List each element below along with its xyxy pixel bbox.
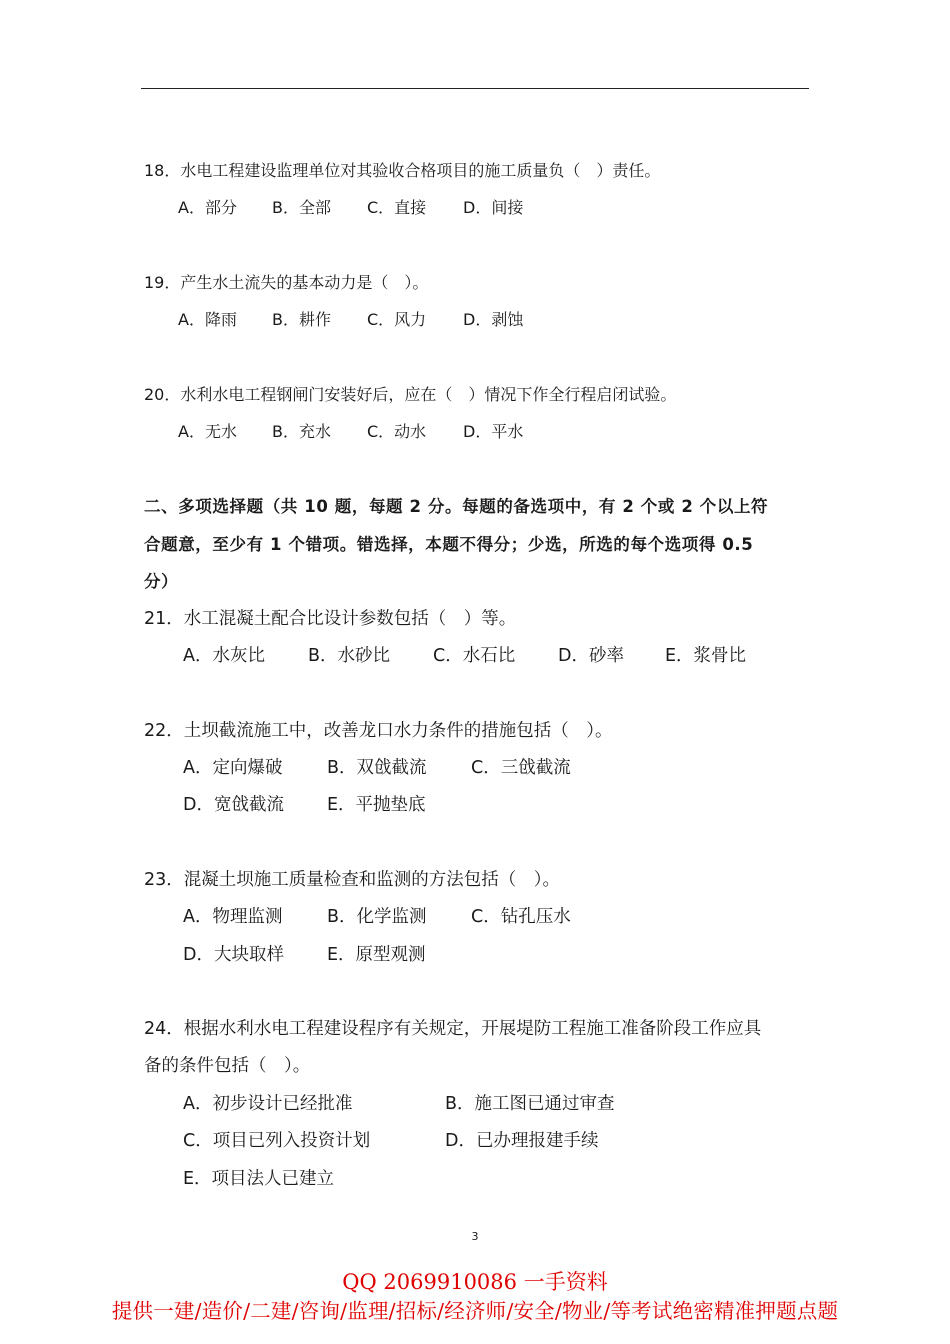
q22-option-d: D．宽戗截流: [183, 795, 284, 815]
question-24-stem-line-2: 备的条件包括（ ）。: [144, 1056, 311, 1076]
section-2-heading-line-2: 合题意，至少有 1 个错项。错选择，本题不得分；少选，所选的每个选项得 0.5: [144, 535, 754, 554]
footer-contact-line: QQ 2069910086 一手资料: [342, 1270, 608, 1294]
q21-option-e: E．浆骨比: [665, 646, 747, 666]
question-22-stem: 22．土坝截流施工中，改善龙口水力条件的措施包括（ ）。: [144, 721, 613, 741]
q19-option-a: A．降雨: [178, 310, 237, 329]
question-21-stem: 21．水工混凝土配合比设计参数包括（ ）等。: [144, 609, 517, 629]
q19-option-c: C．风力: [367, 310, 427, 329]
q21-option-d: D．砂率: [558, 646, 624, 666]
q24-option-b: B．施工图已通过审查: [445, 1094, 615, 1114]
q23-option-b: B．化学监测: [327, 907, 427, 927]
q20-option-d: D．平水: [463, 422, 524, 441]
question-23-stem: 23．混凝土坝施工质量检查和监测的方法包括（ ）。: [144, 870, 561, 890]
q18-option-d: D．间接: [463, 198, 524, 217]
q21-option-a: A．水灰比: [183, 646, 265, 666]
section-2-heading-line-3: 分）: [144, 572, 179, 591]
q20-option-c: C．动水: [367, 422, 427, 441]
q23-option-a: A．物理监测: [183, 907, 283, 927]
q19-option-b: B．耕作: [272, 310, 331, 329]
question-18-stem: 18．水电工程建设监理单位对其验收合格项目的施工质量负（ ）责任。: [144, 161, 661, 180]
q20-option-a: A．无水: [178, 422, 237, 441]
q18-option-a: A．部分: [178, 198, 237, 217]
q18-option-b: B．全部: [272, 198, 331, 217]
q24-option-c: C．项目已列入投资计划: [183, 1131, 371, 1151]
q20-option-b: B．充水: [272, 422, 331, 441]
q21-option-c: C．水石比: [433, 646, 516, 666]
q22-option-c: C．三戗截流: [471, 758, 571, 778]
q22-option-a: A．定向爆破: [183, 758, 283, 778]
q23-option-c: C．钻孔压水: [471, 907, 571, 927]
q23-option-d: D．大块取样: [183, 945, 284, 965]
q18-option-c: C．直接: [367, 198, 427, 217]
q21-option-b: B．水砂比: [308, 646, 391, 666]
q19-option-d: D．剥蚀: [463, 310, 524, 329]
section-2-heading-line-1: 二、多项选择题（共 10 题，每题 2 分。每题的备选项中，有 2 个或 2 个以上符: [144, 497, 769, 516]
question-19-stem: 19．产生水土流失的基本动力是（ ）。: [144, 273, 429, 292]
q23-option-e: E．原型观测: [327, 945, 426, 965]
question-24-stem-line-1: 24．根据水利水电工程建设程序有关规定，开展堤防工程施工准备阶段工作应具: [144, 1019, 762, 1039]
q24-option-e: E．项目法人已建立: [183, 1169, 335, 1189]
page-number: 3: [471, 1230, 479, 1243]
q24-option-a: A．初步设计已经批准: [183, 1094, 353, 1114]
footer-promo-line: 提供一建/造价/二建/咨询/监理/招标/经济师/安全/物业/等考试绝密精准押题点题: [111, 1299, 839, 1323]
q22-option-e: E．平抛垫底: [327, 795, 426, 815]
header-rule: [141, 88, 809, 89]
q24-option-d: D．已办理报建手续: [445, 1131, 599, 1151]
q22-option-b: B．双戗截流: [327, 758, 427, 778]
question-20-stem: 20．水利水电工程钢闸门安装好后，应在（ ）情况下作全行程启闭试验。: [144, 385, 677, 404]
